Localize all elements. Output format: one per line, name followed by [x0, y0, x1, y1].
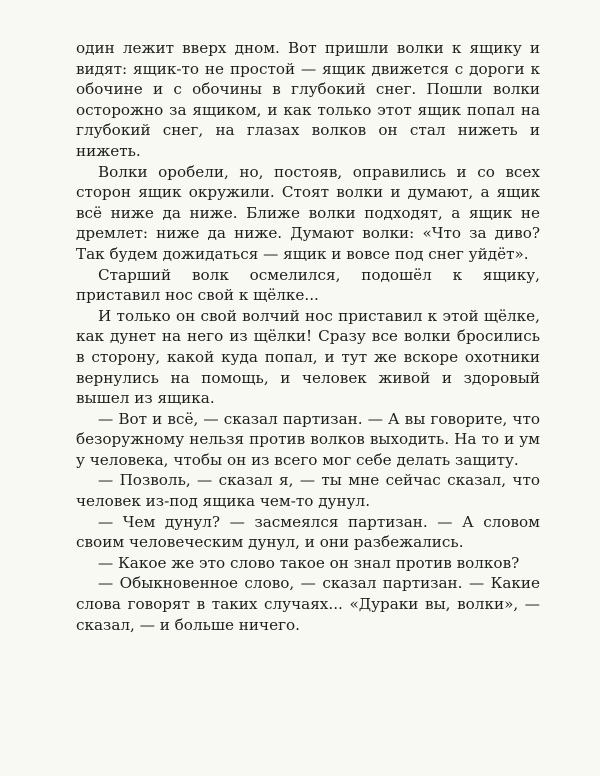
paragraph-4: И только он свой волчий нос приставил к этой щёлке, как дунет на него из щёлки! Сразу все волки бросились в сторону, какой куда попал, и тут же вскоре охотники вернулись на помощь, и человек живой и здоровый вышел из ящика. [76, 306, 540, 408]
paragraph-2: Волки оробели, но, постояв, оправились и со всех сторон ящик окружили. Стоят волки и думают, а ящик всё ниже да ниже. Ближе волки подходят, а ящик не дремлет: ниже да ниже. Думают волки: «Что за диво? Так будем дожидаться — ящик и вовсе под снег уйдёт». [76, 162, 540, 263]
paragraph-6: — Позволь, — сказал я, — ты мне сейчас сказал, что человек из-под ящика чем-то дунул. [76, 471, 540, 511]
page-text [76, 38, 540, 635]
paragraph-9: — Обыкновенное слово, — сказал партизан. — Какие слова говорят в таких случаях... «Дураки вы, волки», — сказал, — и больше ничего. [76, 574, 540, 634]
paragraph-7: — Чем дунул? — засмеялся партизан. — А словом своим человеческим дунул, и они разбежались. [76, 512, 540, 552]
paragraph-8: — Какое же это слово такое он знал против волков? [98, 553, 520, 572]
paragraph-3: Старший волк осмелился, подошёл к ящику, приставил нос свой к щёлке... [76, 265, 540, 305]
paragraph-1: один лежит вверх дном. Вот пришли волки к ящику и видят: ящик-то не простой — ящик движется с дороги к обочине и с обочины в глубокий снег. Пошли волки осторожно за ящиком, и как только этот ящик попал на глубокий снег, на глазах волков он стал нижеть и нижеть. [76, 39, 540, 160]
paragraph-5: — Вот и всё, — сказал партизан. — А вы говорите, что безоружному нельзя против волков выходить. На то и ум у человека, чтобы он из всего мог себе делать защиту. [76, 409, 540, 469]
